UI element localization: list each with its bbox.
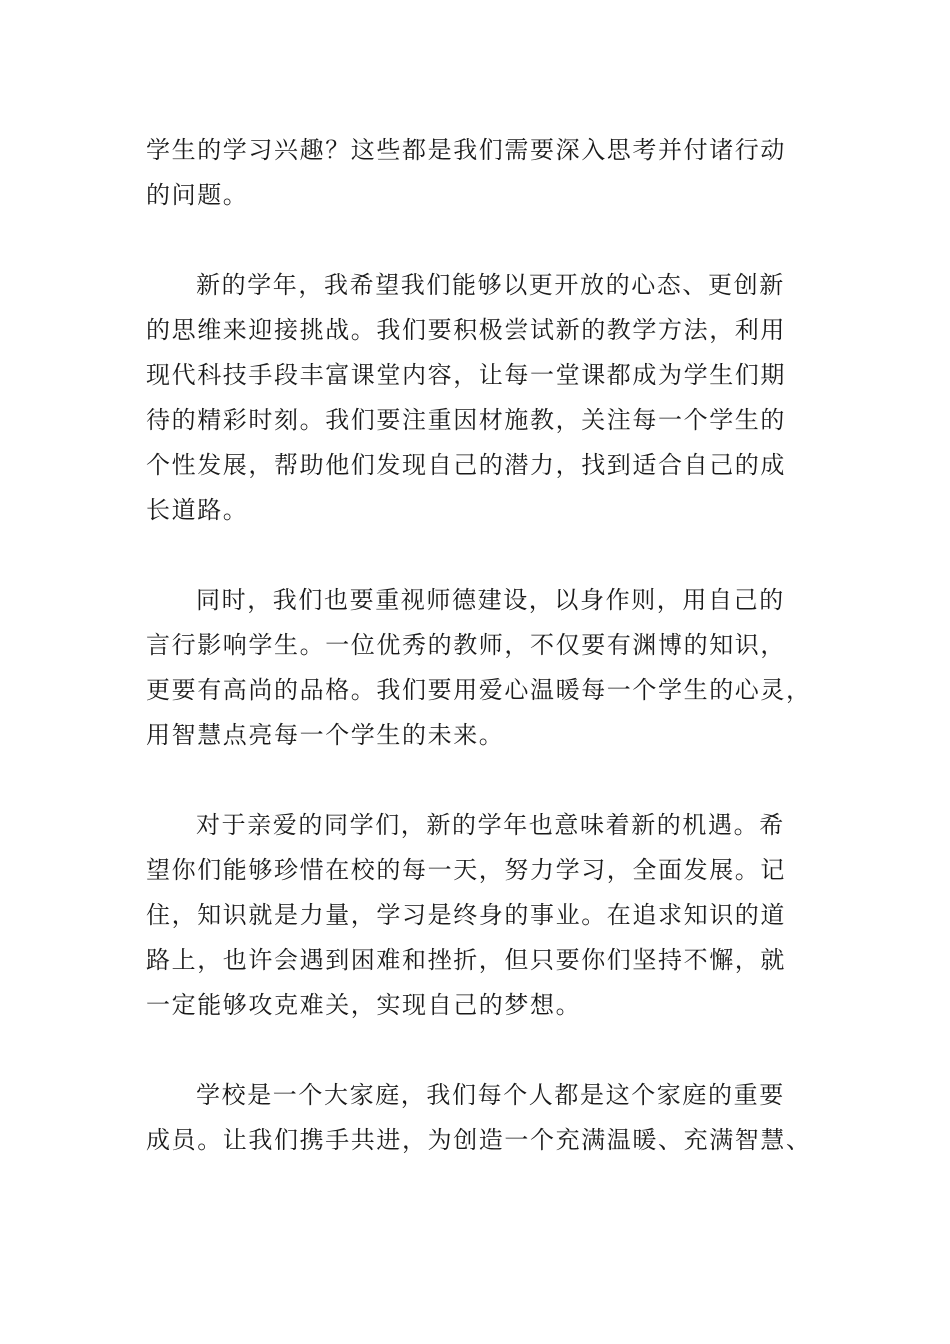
paragraph-line: 对于亲爱的同学们，新的学年也意味着新的机遇。希 (196, 811, 785, 839)
paragraph-2 (146, 263, 806, 533)
paragraph-4 (146, 803, 806, 1028)
paragraph-5 (146, 1073, 812, 1163)
paragraph-line: 路上，也许会遇到困难和挫折，但只要你们坚持不懈，就 (146, 946, 786, 974)
paragraph-line: 长道路。 (146, 496, 249, 524)
paragraph-line: 的思维来迎接挑战。我们要积极尝试新的教学方法，利用 (146, 316, 786, 344)
paragraph-line: 学生的学习兴趣？这些都是我们需要深入思考并付诸行动 (146, 136, 786, 164)
paragraph-line: 望你们能够珍惜在校的每一天，努力学习，全面发展。记 (146, 856, 786, 884)
paragraph-line: 待的精彩时刻。我们要注重因材施教，关注每一个学生的 (146, 406, 786, 434)
paragraph-line: 成员。让我们携手共进，为创造一个充满温暖、充满智慧、 (146, 1126, 812, 1154)
paragraph-line: 言行影响学生。一位优秀的教师，不仅要有渊博的知识， (146, 631, 786, 659)
paragraph-line: 同时，我们也要重视师德建设，以身作则，用自己的 (196, 586, 785, 614)
paragraph-line: 用智慧点亮每一个学生的未来。 (146, 721, 505, 749)
paragraph-line: 住，知识就是力量，学习是终身的事业。在追求知识的道 (146, 901, 786, 929)
document-body (146, 128, 812, 1163)
paragraph-line: 现代科技手段丰富课堂内容，让每一堂课都成为学生们期 (146, 361, 786, 389)
paragraph-line: 的问题。 (146, 181, 249, 209)
paragraph-1 (146, 128, 806, 218)
paragraph-line: 一定能够攻克难关，实现自己的梦想。 (146, 991, 582, 1019)
paragraph-line: 新的学年，我希望我们能够以更开放的心态、更创新 (196, 271, 785, 299)
paragraph-line: 个性发展，帮助他们发现自己的潜力，找到适合自己的成 (146, 451, 786, 479)
paragraph-3 (146, 578, 812, 758)
paragraph-line: 学校是一个大家庭，我们每个人都是这个家庭的重要 (196, 1081, 785, 1109)
paragraph-line: 更要有高尚的品格。我们要用爱心温暖每一个学生的心灵， (146, 676, 812, 704)
